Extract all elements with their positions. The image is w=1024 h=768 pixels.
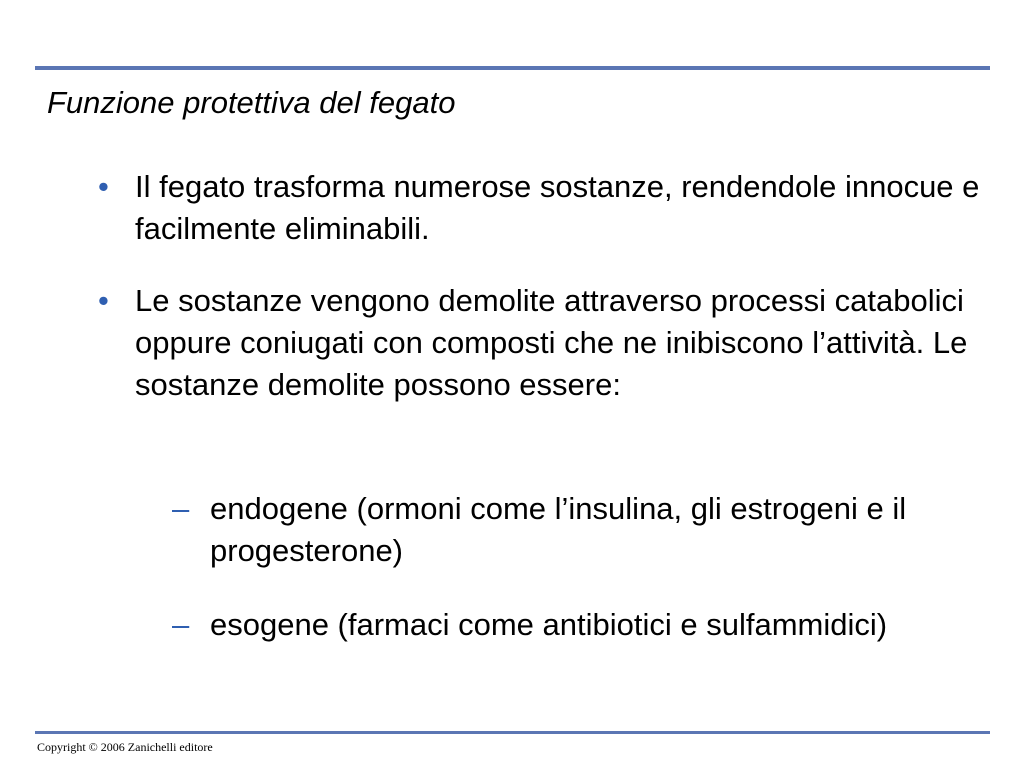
bullet-text-1: Il fegato trasforma numerose sostanze, rendendole innocue e facilmente eliminabili. <box>135 169 980 246</box>
sub-bullet-marker-2: – <box>172 607 190 642</box>
bullet-item-1 <box>98 166 995 250</box>
bottom-divider-line <box>35 731 990 734</box>
sub-bullet-item-2 <box>172 604 970 646</box>
sub-bullet-text-1: endogene (ormoni come l’insulina, gli estrogeni e il progesterone) <box>210 491 907 568</box>
sub-bullet-marker-1: – <box>172 491 190 526</box>
bullet-marker-2: • <box>98 283 109 318</box>
bullet-text-2: Le sostanze vengono demolite attraverso processi catabolici oppure coniugati con composti che ne inibiscono l’attività. Le sostanze demolite possono essere: <box>135 283 968 402</box>
slide-title: Funzione protettiva del fegato <box>47 85 456 120</box>
bullet-marker-1: • <box>98 169 109 204</box>
bullet-item-2 <box>98 280 995 406</box>
copyright-footer: Copyright © 2006 Zanichelli editore <box>37 740 213 754</box>
sub-bullet-item-1 <box>172 488 970 572</box>
sub-bullet-text-2: esogene (farmaci come antibiotici e sulfammidici) <box>210 607 888 642</box>
